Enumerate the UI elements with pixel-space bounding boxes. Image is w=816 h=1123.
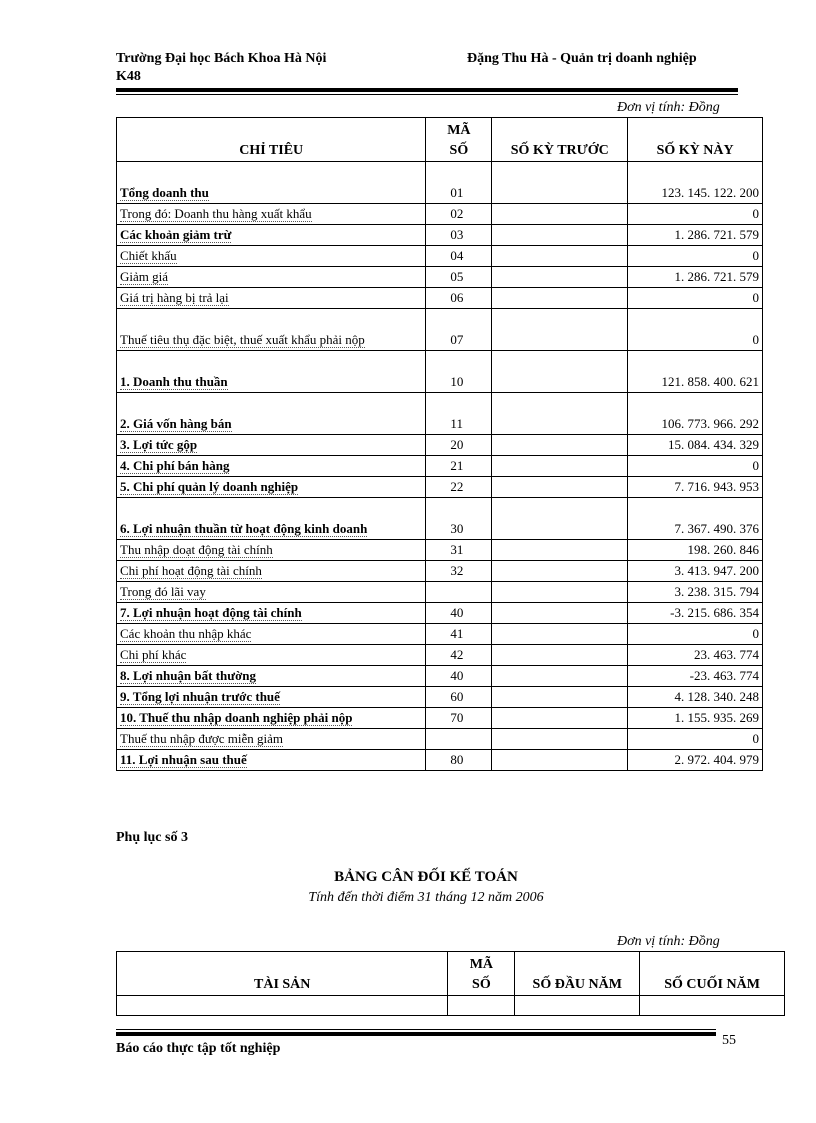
row-label-text: 4. Chi phí bán hàng bbox=[120, 458, 230, 473]
row-code bbox=[426, 687, 492, 708]
row-code bbox=[426, 309, 492, 351]
row-curr-value-text: 1. 286. 721. 579 bbox=[674, 227, 759, 242]
row-code bbox=[426, 267, 492, 288]
row-label-text: 3. Lợi tức gộp bbox=[120, 437, 198, 452]
table-row bbox=[117, 393, 763, 435]
col-header-code-line1: MÃ bbox=[447, 123, 471, 138]
balance-sheet-subtitle: Tính đến thời điểm 31 tháng 12 năm 2006 bbox=[308, 890, 544, 905]
table-row bbox=[117, 996, 785, 1016]
row-label bbox=[117, 309, 426, 351]
row-curr-value bbox=[628, 645, 763, 666]
row-code bbox=[426, 708, 492, 729]
row-label bbox=[117, 204, 426, 225]
row-label-text: 1. Doanh thu thuần bbox=[120, 374, 228, 389]
row-code-text: 10 bbox=[450, 374, 464, 389]
row-code bbox=[426, 540, 492, 561]
row-code bbox=[426, 561, 492, 582]
col-header-code-line2: SỐ bbox=[449, 143, 469, 158]
header-author: Đặng Thu Hà - Quản trị doanh nghiệp bbox=[467, 51, 697, 66]
row-prev-value bbox=[492, 435, 628, 456]
row-label bbox=[117, 435, 426, 456]
row-prev-value bbox=[492, 645, 628, 666]
row-code-text: 32 bbox=[450, 563, 464, 578]
table-row bbox=[117, 582, 763, 603]
row-prev-value bbox=[492, 708, 628, 729]
table-row bbox=[117, 561, 763, 582]
row-curr-value bbox=[628, 603, 763, 624]
col-header-code-2 bbox=[448, 952, 515, 996]
table-row bbox=[117, 435, 763, 456]
row-prev-value bbox=[492, 540, 628, 561]
row-curr-value bbox=[628, 393, 763, 435]
empty-cell bbox=[117, 996, 448, 1016]
row-curr-value bbox=[628, 498, 763, 540]
row-curr-value bbox=[628, 582, 763, 603]
row-curr-value-text: 0 bbox=[752, 626, 759, 641]
row-label bbox=[117, 498, 426, 540]
row-curr-value-text: 123. 145. 122. 200 bbox=[661, 185, 759, 200]
row-label-text: Tổng doanh thu bbox=[120, 185, 209, 200]
col-header-code bbox=[426, 118, 492, 162]
row-label-text: Thu nhập doạt động tài chính bbox=[120, 542, 273, 557]
row-curr-value-text: 121. 858. 400. 621 bbox=[661, 374, 759, 389]
row-prev-value bbox=[492, 162, 628, 204]
row-curr-value-text: 2. 972. 404. 979 bbox=[674, 752, 759, 767]
row-curr-value-text: 0 bbox=[752, 332, 759, 347]
row-curr-value bbox=[628, 267, 763, 288]
balance-sheet-table bbox=[116, 951, 785, 1016]
row-prev-value bbox=[492, 561, 628, 582]
footer-rule bbox=[116, 1032, 716, 1036]
table-row bbox=[117, 645, 763, 666]
row-curr-value bbox=[628, 687, 763, 708]
row-code bbox=[426, 456, 492, 477]
row-label-text: 6. Lợi nhuận thuần từ hoạt động kinh doanh bbox=[120, 521, 368, 536]
row-curr-value bbox=[628, 477, 763, 498]
row-prev-value bbox=[492, 729, 628, 750]
row-label bbox=[117, 225, 426, 246]
row-label bbox=[117, 393, 426, 435]
table-row bbox=[117, 351, 763, 393]
row-label bbox=[117, 456, 426, 477]
col-header-asset: TÀI SẢN bbox=[117, 952, 448, 996]
row-prev-value bbox=[492, 750, 628, 771]
row-label-text: 8. Lợi nhuận bất thường bbox=[120, 668, 256, 683]
row-label-text: 9. Tổng lợi nhuận trước thuế bbox=[120, 689, 280, 704]
appendix-label: Phụ lục số 3 bbox=[116, 830, 188, 845]
col-header-item: CHỈ TIÊU bbox=[117, 118, 426, 162]
row-label bbox=[117, 729, 426, 750]
row-prev-value bbox=[492, 687, 628, 708]
row-curr-value-text: 7. 367. 490. 376 bbox=[674, 521, 759, 536]
row-label bbox=[117, 540, 426, 561]
table-row bbox=[117, 750, 763, 771]
row-label bbox=[117, 288, 426, 309]
row-code bbox=[426, 750, 492, 771]
row-code bbox=[426, 225, 492, 246]
row-label-text: 2. Giá vốn hàng bán bbox=[120, 416, 232, 431]
row-curr-value-text: 4. 128. 340. 248 bbox=[674, 689, 759, 704]
income-statement-body bbox=[117, 162, 763, 771]
row-code bbox=[426, 162, 492, 204]
row-code bbox=[426, 435, 492, 456]
row-curr-value-text: 23. 463. 774 bbox=[694, 647, 759, 662]
income-statement-table bbox=[116, 117, 763, 771]
row-code bbox=[426, 624, 492, 645]
empty-cell bbox=[515, 996, 640, 1016]
table-row bbox=[117, 246, 763, 267]
row-curr-value-text: 3. 238. 315. 794 bbox=[674, 584, 759, 599]
row-code bbox=[426, 666, 492, 687]
col-header-end: SỐ CUỐI NĂM bbox=[640, 952, 785, 996]
row-code-text: 40 bbox=[450, 668, 464, 683]
header-rule-thin bbox=[116, 94, 738, 95]
row-code-text: 01 bbox=[450, 185, 464, 200]
row-code bbox=[426, 204, 492, 225]
page-number: 55 bbox=[722, 1033, 736, 1048]
table-row bbox=[117, 624, 763, 645]
row-curr-value-text: 0 bbox=[752, 458, 759, 473]
col-header-code-2-line1: MÃ bbox=[469, 957, 494, 972]
row-curr-value-text: 7. 716. 943. 953 bbox=[674, 479, 759, 494]
row-label-text: Giá trị hàng bị trả lại bbox=[120, 290, 229, 305]
row-code bbox=[426, 645, 492, 666]
row-code bbox=[426, 729, 492, 750]
table-row bbox=[117, 204, 763, 225]
row-prev-value bbox=[492, 393, 628, 435]
row-code-text: 02 bbox=[450, 206, 464, 221]
row-prev-value bbox=[492, 351, 628, 393]
row-label-text: Các khoản giảm trừ bbox=[120, 227, 232, 242]
row-code-text: 21 bbox=[450, 458, 464, 473]
row-curr-value bbox=[628, 729, 763, 750]
table-row bbox=[117, 309, 763, 351]
unit-label: Đơn vị tính: Đồng bbox=[617, 100, 720, 115]
footer-rule-thin bbox=[116, 1029, 716, 1030]
row-curr-value bbox=[628, 246, 763, 267]
row-label-text: Trong đó lãi vay bbox=[120, 584, 206, 599]
row-curr-value-text: 15. 084. 434. 329 bbox=[668, 437, 759, 452]
col-header-code-2-line2: SỐ bbox=[472, 977, 491, 992]
row-prev-value bbox=[492, 246, 628, 267]
row-label-text: Giảm giá bbox=[120, 269, 169, 284]
row-code-text: 60 bbox=[450, 689, 464, 704]
row-code-text: 07 bbox=[450, 332, 464, 347]
table-row bbox=[117, 708, 763, 729]
row-code-text: 30 bbox=[450, 521, 464, 536]
row-code bbox=[426, 351, 492, 393]
row-label-text: 5. Chi phí quản lý doanh nghiệp bbox=[120, 479, 299, 494]
row-curr-value-text: 198. 260. 846 bbox=[687, 542, 759, 557]
row-prev-value bbox=[492, 666, 628, 687]
row-prev-value bbox=[492, 288, 628, 309]
row-code-text: 70 bbox=[450, 710, 464, 725]
row-code bbox=[426, 393, 492, 435]
table-row bbox=[117, 477, 763, 498]
row-prev-value bbox=[492, 582, 628, 603]
row-curr-value-text: 0 bbox=[752, 248, 759, 263]
table-row bbox=[117, 666, 763, 687]
row-curr-value bbox=[628, 666, 763, 687]
row-curr-value bbox=[628, 225, 763, 246]
row-curr-value bbox=[628, 162, 763, 204]
header-school-name: Trường Đại học Bách Khoa Hà Nội bbox=[116, 51, 327, 66]
table-row bbox=[117, 729, 763, 750]
row-curr-value bbox=[628, 288, 763, 309]
row-curr-value-text: 1. 286. 721. 579 bbox=[674, 269, 759, 284]
row-label-text: 7. Lợi nhuận hoạt động tài chính bbox=[120, 605, 302, 620]
row-prev-value bbox=[492, 603, 628, 624]
balance-sheet-title: BẢNG CÂN ĐỐI KẾ TOÁN bbox=[334, 869, 518, 885]
row-curr-value bbox=[628, 456, 763, 477]
row-curr-value bbox=[628, 540, 763, 561]
row-label bbox=[117, 708, 426, 729]
row-code bbox=[426, 603, 492, 624]
header-class: K48 bbox=[116, 69, 141, 84]
empty-cell bbox=[640, 996, 785, 1016]
row-prev-value bbox=[492, 204, 628, 225]
row-prev-value bbox=[492, 624, 628, 645]
row-label-text: Các khoản thu nhập khác bbox=[120, 626, 252, 641]
row-code-text: 40 bbox=[450, 605, 464, 620]
row-label bbox=[117, 561, 426, 582]
row-curr-value-text: 3. 413. 947. 200 bbox=[674, 563, 759, 578]
row-code-text: 20 bbox=[450, 437, 464, 452]
row-label bbox=[117, 666, 426, 687]
col-header-curr: SỐ KỲ NÀY bbox=[628, 118, 763, 162]
row-code-text: 11 bbox=[450, 416, 463, 431]
row-label bbox=[117, 687, 426, 708]
row-label bbox=[117, 267, 426, 288]
row-label-text: Trong đó: Doanh thu hàng xuất khẩu bbox=[120, 206, 312, 221]
row-code-text: 41 bbox=[450, 626, 464, 641]
row-label-text: Chi phí khác bbox=[120, 647, 187, 662]
row-curr-value bbox=[628, 561, 763, 582]
table-row bbox=[117, 225, 763, 246]
table-row bbox=[117, 498, 763, 540]
row-code bbox=[426, 477, 492, 498]
table-row bbox=[117, 687, 763, 708]
col-header-begin: SỐ ĐẦU NĂM bbox=[515, 952, 640, 996]
row-prev-value bbox=[492, 225, 628, 246]
row-label bbox=[117, 645, 426, 666]
row-label bbox=[117, 750, 426, 771]
row-curr-value bbox=[628, 624, 763, 645]
row-code-text: 05 bbox=[450, 269, 464, 284]
row-label bbox=[117, 582, 426, 603]
row-curr-value bbox=[628, 351, 763, 393]
footer-title: Báo cáo thực tập tốt nghiệp bbox=[116, 1041, 281, 1056]
row-label bbox=[117, 603, 426, 624]
row-label-text: 10. Thuế thu nhập doanh nghiệp phải nộp bbox=[120, 710, 353, 725]
row-label-text: Thuế thu nhập được miễn giảm bbox=[120, 731, 284, 746]
row-prev-value bbox=[492, 267, 628, 288]
row-label bbox=[117, 246, 426, 267]
row-curr-value-text: -3. 215. 686. 354 bbox=[670, 605, 759, 620]
col-header-prev: SỐ KỲ TRƯỚC bbox=[492, 118, 628, 162]
row-curr-value-text: 1. 155. 935. 269 bbox=[674, 710, 759, 725]
row-curr-value-text: 106. 773. 966. 292 bbox=[661, 416, 759, 431]
row-code bbox=[426, 288, 492, 309]
row-curr-value bbox=[628, 435, 763, 456]
row-curr-value-text: -23. 463. 774 bbox=[689, 668, 759, 683]
table-row bbox=[117, 162, 763, 204]
row-code-text: 42 bbox=[450, 647, 464, 662]
table-row bbox=[117, 540, 763, 561]
row-curr-value bbox=[628, 708, 763, 729]
row-curr-value-text: 0 bbox=[752, 290, 759, 305]
table-row bbox=[117, 288, 763, 309]
row-curr-value bbox=[628, 750, 763, 771]
row-code-text: 03 bbox=[450, 227, 464, 242]
row-code-text: 06 bbox=[450, 290, 464, 305]
row-label-text: 11. Lợi nhuận sau thuế bbox=[120, 752, 247, 767]
row-prev-value bbox=[492, 477, 628, 498]
empty-cell bbox=[448, 996, 515, 1016]
row-label bbox=[117, 477, 426, 498]
table-row bbox=[117, 603, 763, 624]
row-prev-value bbox=[492, 309, 628, 351]
table-row bbox=[117, 456, 763, 477]
row-label-text: Thuế tiêu thụ đặc biệt, thuế xuất khẩu phải nộp bbox=[120, 332, 365, 347]
row-label-text: Chiết khấu bbox=[120, 248, 177, 263]
row-curr-value bbox=[628, 309, 763, 351]
row-label bbox=[117, 351, 426, 393]
row-prev-value bbox=[492, 498, 628, 540]
row-label bbox=[117, 162, 426, 204]
row-curr-value-text: 0 bbox=[752, 731, 759, 746]
header-rule bbox=[116, 88, 738, 92]
table-row bbox=[117, 267, 763, 288]
row-code bbox=[426, 498, 492, 540]
row-prev-value bbox=[492, 456, 628, 477]
unit-label-2: Đơn vị tính: Đồng bbox=[617, 934, 720, 949]
row-label-text: Chi phí hoạt động tài chính bbox=[120, 563, 262, 578]
row-code-text: 80 bbox=[450, 752, 464, 767]
header-school bbox=[116, 50, 326, 86]
row-curr-value bbox=[628, 204, 763, 225]
row-code bbox=[426, 582, 492, 603]
row-code-text: 04 bbox=[450, 248, 464, 263]
row-code bbox=[426, 246, 492, 267]
row-code-text: 22 bbox=[450, 479, 464, 494]
row-code-text: 31 bbox=[450, 542, 464, 557]
row-label bbox=[117, 624, 426, 645]
row-curr-value-text: 0 bbox=[752, 206, 759, 221]
